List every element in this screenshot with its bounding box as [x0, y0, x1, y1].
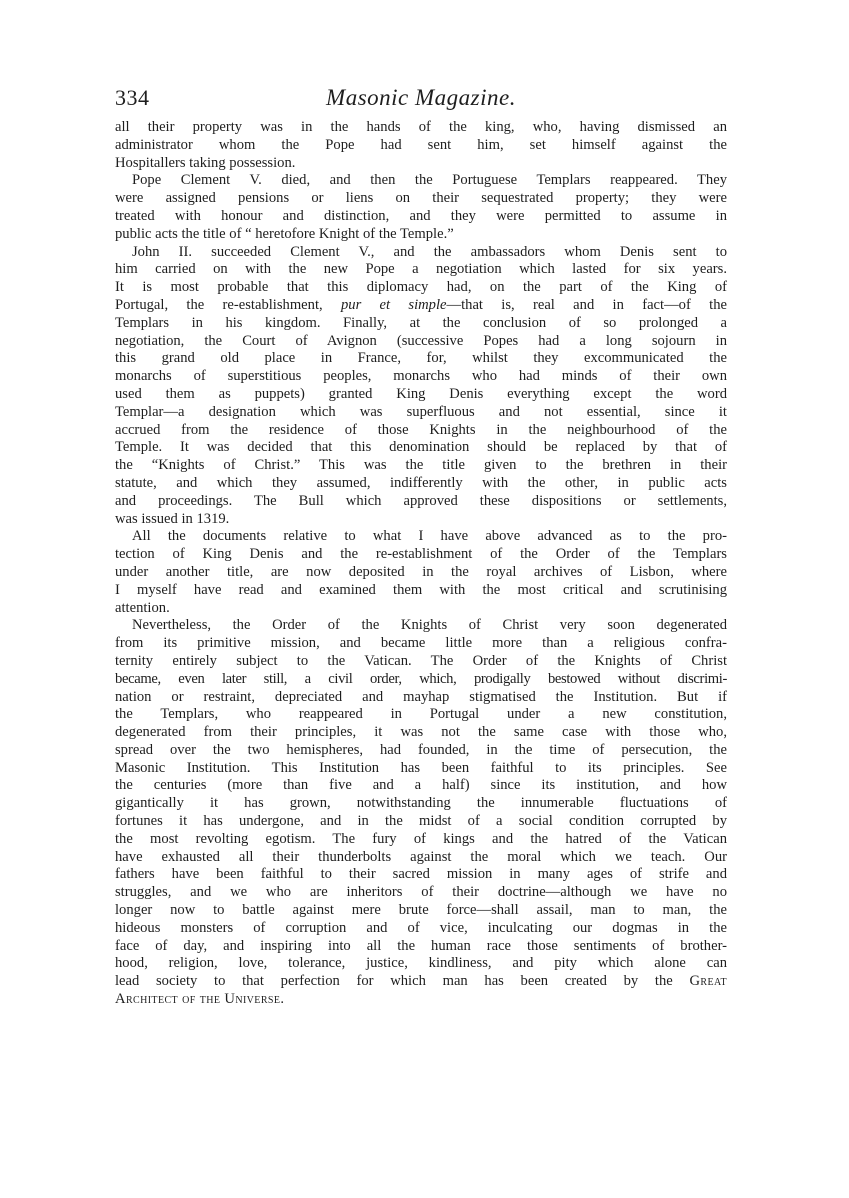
- text-line: fortunes it has undergone, and in the midst of a social condition corrupted by: [115, 813, 727, 830]
- text-line: John II. succeeded Clement V., and the ambassadors whom Denis sent to: [132, 243, 727, 260]
- text-segment: Portugal, the re-establishment,: [115, 296, 323, 313]
- italic-phrase: pur et simple: [340, 296, 447, 313]
- text-line: were assigned pensions or liens on their sequestrated property; they were: [115, 190, 727, 207]
- text-line: Templars in his kingdom. Finally, at the conclusion of so prolonged a: [115, 314, 727, 331]
- text-line: the most revolting egotism. The fury of kings and the hatred of the Vatican: [115, 830, 727, 847]
- text-line: public acts the title of “ heretofore Knight of the Temple.”: [115, 225, 454, 242]
- text-line: spread over the two hemispheres, had founded, in the time of persecution, the: [115, 741, 727, 758]
- text-line: became, even later still, a civil order, which, prodigally bestowed without discrimi-: [115, 670, 727, 687]
- text-line: him carried on with the new Pope a negotiation which lasted for six years.: [115, 261, 727, 278]
- text-line: have exhausted all their thunderbolts against the moral which we teach. Our: [115, 848, 727, 865]
- text-line: ternity entirely subject to the Vatican. The Order of the Knights of Christ: [115, 652, 727, 669]
- text-line: this grand old place in France, for, whilst they excommunicated the: [115, 350, 727, 367]
- text-line-small-caps: Architect of the Universe.: [115, 991, 285, 1008]
- text-line: statute, and which they assumed, indifferently with the other, in public acts: [115, 474, 727, 491]
- text-segment: —that is, real and in fact—of the: [446, 296, 727, 313]
- text-line: hood, religion, love, tolerance, justice, kindliness, and pity which alone can: [115, 955, 727, 972]
- text-line-italic-phrase: [115, 297, 727, 315]
- running-title: Masonic Magazine.: [326, 85, 516, 110]
- text-line: administrator whom the Pope had sent him, set himself against the: [115, 136, 727, 153]
- text-line: Temple. It was decided that this denomination should be replaced by that of: [115, 439, 727, 456]
- article-body: [115, 119, 727, 1009]
- text-line: All the documents relative to what I have above advanced as to the pro-: [132, 528, 727, 545]
- text-line: longer now to battle against mere brute force—shall assail, man to man, the: [115, 902, 727, 919]
- text-line: and proceedings. The Bull which approved these dispositions or settlements,: [115, 492, 727, 509]
- page-number: 334: [115, 85, 150, 110]
- text-line: the “Knights of Christ.” This was the title given to the brethren in their: [115, 457, 727, 474]
- text-line: was issued in 1319.: [115, 510, 230, 527]
- text-line: attention.: [115, 599, 170, 616]
- text-line: monarchs of superstitious peoples, monarchs who had minds of their own: [115, 368, 727, 385]
- text-line: face of day, and inspiring into all the human race those sentiments of brother-: [115, 937, 727, 954]
- text-line: hideous monsters of corruption and of vice, inculcating our dogmas in the: [115, 919, 727, 936]
- text-line: under another title, are now deposited in the royal archives of Lisbon, where: [115, 563, 727, 580]
- text-line: negotiation, the Court of Avignon (successive Popes had a long sojourn in: [115, 332, 727, 349]
- text-line: Masonic Institution. This Institution has been faithful to its principles. See: [115, 759, 727, 776]
- text-line: Templar—a designation which was superfluous and not essential, since it: [115, 403, 727, 420]
- text-line: nation or restraint, depreciated and mayhap stigmatised the Institution. But if: [115, 688, 727, 705]
- text-line: the centuries (more than five and a half) since its institution, and how: [115, 777, 727, 794]
- text-line: from its primitive mission, and became little more than a religious confra-: [115, 635, 727, 652]
- text-line: Pope Clement V. died, and then the Portuguese Templars reappeared. They: [132, 172, 727, 189]
- small-caps-phrase: Great: [689, 973, 727, 990]
- page-header: [115, 85, 727, 119]
- text-line: used them as puppets) granted King Denis everything except the word: [115, 385, 727, 402]
- text-line: degenerated from their principles, it was not the same case with those who,: [115, 724, 727, 741]
- page: [115, 85, 727, 1009]
- text-line: the Templars, who reappeared in Portugal under a new constitution,: [115, 706, 727, 723]
- text-line: fathers have been faithful to their sacred mission in many ages of strife and: [115, 866, 727, 883]
- text-segment: lead society to that perfection for which man has been created by the: [115, 973, 673, 990]
- text-line: accrued from the residence of those Knights in the neighbourhood of the: [115, 421, 727, 438]
- text-line-with-small-caps: [115, 973, 727, 991]
- text-line: tection of King Denis and the re-establishment of the Order of the Templars: [115, 546, 727, 563]
- text-line: gigantically it has grown, notwithstanding the innumerable fluctuations of: [115, 795, 727, 812]
- text-line: Hospitallers taking possession.: [115, 154, 296, 171]
- text-line: all their property was in the hands of the king, who, having dismissed an: [115, 119, 727, 135]
- text-line: struggles, and we who are inheritors of their doctrine—although we have no: [115, 884, 727, 901]
- text-line: Nevertheless, the Order of the Knights of Christ very soon degenerated: [132, 617, 727, 634]
- text-line: It is most probable that this diplomacy had, on the part of the King of: [115, 279, 727, 296]
- text-line: treated with honour and distinction, and they were permitted to assume in: [115, 207, 727, 224]
- text-line: I myself have read and examined them with the most critical and scrutinising: [115, 581, 727, 598]
